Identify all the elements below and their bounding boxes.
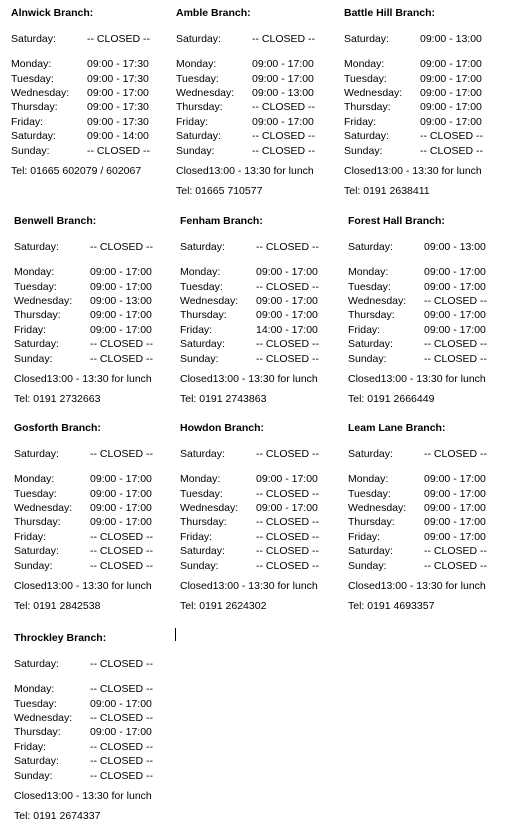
day-label: Saturday: (14, 241, 59, 253)
opening-hours: -- CLOSED -- (90, 448, 153, 460)
day-label: Wednesday: (348, 294, 407, 307)
day-label: Saturday: (14, 448, 59, 460)
telephone-number: Tel: 0191 2674337 (14, 809, 101, 822)
hours-row (348, 323, 513, 337)
day-label: Friday: (11, 115, 44, 128)
day-label: Wednesday: (11, 86, 70, 99)
hours-row (14, 657, 179, 671)
hours-row (348, 447, 513, 461)
spacer (14, 461, 179, 472)
branch-block-fenham-branch (180, 215, 345, 406)
day-label: Saturday: (14, 338, 59, 351)
day-label: Thursday: (348, 309, 395, 322)
opening-hours: -- CLOSED -- (256, 487, 319, 500)
day-label: Monday: (344, 58, 385, 71)
opening-hours: 09:00 - 13:00 (424, 241, 486, 253)
spacer (180, 461, 345, 472)
opening-hours: 09:00 - 17:00 (424, 323, 486, 336)
branch-block-benwell-branch (14, 215, 179, 406)
day-label: Monday: (348, 473, 389, 486)
lunch-closure-note: Closed13:00 - 13:30 for lunch (14, 579, 152, 592)
opening-hours: 09:00 - 17:00 (252, 58, 314, 71)
hours-row (14, 240, 179, 254)
opening-hours: 09:00 - 17:00 (424, 266, 486, 279)
opening-hours: 09:00 - 17:30 (87, 115, 149, 128)
spacer (14, 254, 179, 265)
telephone-number: Tel: 0191 2743863 (180, 392, 267, 405)
lunch-closure-note: Closed13:00 - 13:30 for lunch (180, 372, 318, 385)
day-label: Wednesday: (176, 86, 235, 99)
spacer (176, 46, 341, 57)
day-label: Thursday: (180, 309, 227, 322)
day-label: Thursday: (348, 516, 395, 529)
opening-hours: 09:00 - 17:30 (87, 72, 149, 85)
hours-row (348, 308, 513, 322)
branch-block-forest-hall-branch (348, 215, 513, 406)
opening-hours: -- CLOSED -- (90, 740, 153, 753)
opening-hours: -- CLOSED -- (256, 338, 319, 351)
telephone-number: Tel: 0191 2732663 (14, 392, 101, 405)
opening-hours: 09:00 - 17:00 (420, 86, 482, 99)
opening-hours: 09:00 - 17:30 (87, 101, 149, 114)
day-label: Monday: (14, 683, 55, 696)
branch-block-battle-hill-branch (344, 7, 509, 198)
hours-row (348, 294, 513, 308)
branch-title: Fenham Branch: (180, 215, 263, 227)
telephone-number: Tel: 0191 2638411 (344, 184, 430, 197)
day-label: Friday: (180, 323, 213, 336)
day-label: Tuesday: (176, 72, 219, 85)
day-label: Tuesday: (344, 72, 387, 85)
branch-title: Benwell Branch: (14, 215, 97, 227)
day-label: Sunday: (14, 352, 53, 365)
hours-row (348, 530, 513, 544)
hours-row (176, 144, 341, 158)
day-label: Friday: (14, 323, 47, 336)
hours-row (180, 515, 345, 529)
lunch-closure-note: Closed13:00 - 13:30 for lunch (176, 164, 314, 177)
day-label: Tuesday: (14, 697, 57, 710)
opening-hours: 09:00 - 17:00 (90, 487, 152, 500)
branch-block-leam-lane-branch (348, 422, 513, 613)
branch-title: Alnwick Branch: (11, 7, 94, 19)
day-label: Tuesday: (14, 487, 57, 500)
opening-hours: -- CLOSED -- (90, 658, 153, 670)
day-label: Saturday: (14, 658, 59, 670)
hours-row (176, 100, 341, 114)
hours-row (180, 487, 345, 501)
spacer (348, 254, 513, 265)
opening-hours: 09:00 - 17:00 (90, 266, 152, 279)
day-label: Sunday: (14, 769, 53, 782)
day-label: Saturday: (176, 130, 221, 143)
telephone-number: Tel: 0191 2666449 (348, 392, 435, 405)
opening-hours: -- CLOSED -- (90, 683, 153, 696)
lunch-closure-note: Closed13:00 - 13:30 for lunch (14, 372, 152, 385)
hours-row (180, 280, 345, 294)
day-label: Friday: (180, 530, 213, 543)
day-label: Wednesday: (348, 501, 407, 514)
opening-hours: -- CLOSED -- (256, 516, 319, 529)
opening-hours: 09:00 - 17:00 (252, 72, 314, 85)
day-label: Monday: (180, 473, 221, 486)
branch-block-throckley-branch (14, 632, 179, 823)
opening-hours: -- CLOSED -- (424, 559, 487, 572)
branch-title: Throckley Branch: (14, 632, 107, 644)
hours-row (348, 501, 513, 515)
day-label: Wednesday: (180, 501, 239, 514)
opening-hours: 09:00 - 17:00 (90, 501, 152, 514)
hours-row (11, 115, 176, 129)
opening-hours: -- CLOSED -- (252, 101, 315, 114)
branch-title: Forest Hall Branch: (348, 215, 445, 227)
hours-row (180, 323, 345, 337)
branch-block-alnwick-branch (11, 7, 176, 178)
opening-hours: -- CLOSED -- (90, 559, 153, 572)
hours-row (344, 57, 509, 71)
opening-hours: 09:00 - 17:00 (256, 501, 318, 514)
day-label: Sunday: (344, 144, 383, 157)
hours-row (180, 308, 345, 322)
opening-hours: 09:00 - 17:00 (256, 309, 318, 322)
hours-row (14, 265, 179, 279)
opening-hours: 09:00 - 17:00 (424, 473, 486, 486)
opening-hours: 09:00 - 17:00 (256, 294, 318, 307)
opening-hours: 09:00 - 17:00 (420, 72, 482, 85)
day-label: Sunday: (180, 352, 219, 365)
lunch-closure-note: Closed13:00 - 13:30 for lunch (348, 372, 486, 385)
hours-row (180, 337, 345, 351)
telephone-number: Tel: 0191 2624302 (180, 599, 267, 612)
opening-hours: 09:00 - 17:00 (420, 115, 482, 128)
hours-row (176, 86, 341, 100)
day-label: Saturday: (11, 130, 56, 143)
day-label: Monday: (14, 473, 55, 486)
day-label: Friday: (348, 530, 381, 543)
hours-row (348, 515, 513, 529)
hours-row (14, 530, 179, 544)
hours-row (11, 129, 176, 143)
branch-title: Howdon Branch: (180, 422, 264, 434)
hours-row (344, 32, 509, 46)
day-label: Tuesday: (11, 72, 54, 85)
hours-row (14, 501, 179, 515)
opening-hours: -- CLOSED -- (424, 294, 487, 307)
day-label: Thursday: (176, 101, 223, 114)
spacer (11, 46, 176, 57)
day-label: Friday: (176, 115, 209, 128)
opening-hours: 09:00 - 17:00 (90, 309, 152, 322)
hours-row (348, 559, 513, 573)
opening-hours: 09:00 - 17:00 (424, 280, 486, 293)
opening-hours: -- CLOSED -- (424, 448, 487, 460)
hours-row (14, 294, 179, 308)
opening-hours: -- CLOSED -- (252, 144, 315, 157)
opening-hours: 09:00 - 17:30 (87, 58, 149, 71)
hours-row (14, 447, 179, 461)
hours-row (14, 769, 179, 783)
hours-row (348, 472, 513, 486)
opening-hours: 09:00 - 17:00 (256, 473, 318, 486)
day-label: Monday: (11, 58, 52, 71)
hours-row (348, 337, 513, 351)
day-label: Wednesday: (14, 711, 73, 724)
hours-row (176, 32, 341, 46)
hours-row (344, 72, 509, 86)
day-label: Saturday: (344, 130, 389, 143)
day-label: Thursday: (344, 101, 391, 114)
day-label: Friday: (348, 323, 381, 336)
day-label: Saturday: (180, 338, 225, 351)
hours-row (180, 447, 345, 461)
hours-row (344, 100, 509, 114)
hours-row (14, 544, 179, 558)
opening-hours: 09:00 - 17:00 (256, 266, 318, 279)
hours-row (180, 265, 345, 279)
day-label: Tuesday: (180, 487, 223, 500)
day-label: Saturday: (180, 241, 225, 253)
hours-row (180, 559, 345, 573)
opening-hours: 09:00 - 17:00 (90, 516, 152, 529)
day-label: Friday: (14, 740, 47, 753)
opening-hours: -- CLOSED -- (87, 33, 150, 45)
opening-hours: -- CLOSED -- (420, 130, 483, 143)
opening-hours: 09:00 - 17:00 (90, 280, 152, 293)
hours-row (14, 711, 179, 725)
opening-hours: -- CLOSED -- (90, 755, 153, 768)
day-label: Monday: (348, 266, 389, 279)
hours-row (14, 308, 179, 322)
opening-hours: 09:00 - 17:00 (87, 86, 149, 99)
opening-hours: -- CLOSED -- (256, 545, 319, 558)
day-label: Thursday: (14, 726, 61, 739)
lunch-closure-note: Closed13:00 - 13:30 for lunch (348, 579, 486, 592)
hours-row (11, 86, 176, 100)
branch-title: Leam Lane Branch: (348, 422, 446, 434)
telephone-number: Tel: 01665 710577 (176, 184, 263, 197)
hours-row (344, 86, 509, 100)
hours-row (344, 129, 509, 143)
hours-row (180, 352, 345, 366)
day-label: Saturday: (14, 755, 59, 768)
day-label: Tuesday: (180, 280, 223, 293)
opening-hours: -- CLOSED -- (87, 144, 150, 157)
day-label: Sunday: (176, 144, 215, 157)
opening-hours: -- CLOSED -- (90, 530, 153, 543)
day-label: Sunday: (348, 352, 387, 365)
opening-hours: -- CLOSED -- (424, 545, 487, 558)
hours-row (180, 501, 345, 515)
telephone-number: Tel: 0191 4693357 (348, 599, 435, 612)
hours-row (14, 515, 179, 529)
day-label: Wednesday: (180, 294, 239, 307)
opening-hours: 09:00 - 17:00 (420, 58, 482, 71)
branch-title: Battle Hill Branch: (344, 7, 436, 19)
opening-hours: -- CLOSED -- (252, 33, 315, 45)
opening-hours: -- CLOSED -- (90, 352, 153, 365)
day-label: Thursday: (14, 309, 61, 322)
opening-hours: -- CLOSED -- (256, 280, 319, 293)
hours-row (180, 544, 345, 558)
telephone-number: Tel: 01665 602079 / 602067 (11, 164, 142, 177)
opening-hours: 14:00 - 17:00 (256, 323, 318, 336)
hours-row (348, 352, 513, 366)
opening-hours: 09:00 - 17:00 (424, 501, 486, 514)
hours-row (180, 294, 345, 308)
hours-row (180, 472, 345, 486)
hours-row (14, 487, 179, 501)
day-label: Friday: (14, 530, 47, 543)
opening-hours: 09:00 - 17:00 (90, 697, 152, 710)
opening-hours: 09:00 - 14:00 (87, 130, 149, 143)
opening-hours: -- CLOSED -- (90, 769, 153, 782)
branch-block-howdon-branch (180, 422, 345, 613)
hours-row (14, 754, 179, 768)
hours-row (14, 352, 179, 366)
day-label: Saturday: (180, 545, 225, 558)
opening-hours: 09:00 - 17:00 (424, 530, 486, 543)
day-label: Saturday: (348, 545, 393, 558)
branch-title: Gosforth Branch: (14, 422, 101, 434)
hours-row (180, 240, 345, 254)
spacer (344, 46, 509, 57)
lunch-closure-note: Closed13:00 - 13:30 for lunch (180, 579, 318, 592)
hours-row (348, 544, 513, 558)
branch-block-amble-branch (176, 7, 341, 198)
day-label: Monday: (14, 266, 55, 279)
hours-row (14, 559, 179, 573)
opening-hours: -- CLOSED -- (90, 338, 153, 351)
day-label: Thursday: (180, 516, 227, 529)
hours-row (11, 72, 176, 86)
opening-hours: -- CLOSED -- (256, 530, 319, 543)
opening-hours: -- CLOSED -- (90, 545, 153, 558)
hours-row (180, 530, 345, 544)
day-label: Tuesday: (348, 487, 391, 500)
branch-title: Amble Branch: (176, 7, 251, 19)
opening-hours: -- CLOSED -- (420, 144, 483, 157)
day-label: Monday: (176, 58, 217, 71)
hours-row (14, 280, 179, 294)
hours-row (14, 740, 179, 754)
day-label: Saturday: (344, 33, 389, 45)
hours-row (14, 725, 179, 739)
day-label: Saturday: (180, 448, 225, 460)
opening-hours: 09:00 - 13:00 (90, 294, 152, 307)
day-label: Saturday: (348, 241, 393, 253)
opening-hours: -- CLOSED -- (256, 241, 319, 253)
day-label: Friday: (344, 115, 377, 128)
hours-row (176, 57, 341, 71)
day-label: Sunday: (348, 559, 387, 572)
day-label: Wednesday: (14, 294, 73, 307)
opening-hours: -- CLOSED -- (256, 448, 319, 460)
day-label: Saturday: (11, 33, 56, 45)
hours-row (176, 72, 341, 86)
opening-hours: -- CLOSED -- (424, 338, 487, 351)
opening-hours: 09:00 - 17:00 (420, 101, 482, 114)
hours-row (11, 144, 176, 158)
opening-hours: 09:00 - 17:00 (424, 516, 486, 529)
day-label: Sunday: (180, 559, 219, 572)
hours-row (344, 115, 509, 129)
opening-hours: 09:00 - 13:00 (252, 86, 314, 99)
spacer (14, 671, 179, 682)
day-label: Saturday: (348, 338, 393, 351)
hours-row (11, 100, 176, 114)
spacer (348, 461, 513, 472)
hours-row (348, 240, 513, 254)
hours-row (11, 57, 176, 71)
hours-row (176, 115, 341, 129)
day-label: Wednesday: (14, 501, 73, 514)
opening-hours: 09:00 - 13:00 (420, 33, 482, 45)
day-label: Monday: (180, 266, 221, 279)
opening-hours: 09:00 - 17:00 (424, 487, 486, 500)
day-label: Tuesday: (14, 280, 57, 293)
hours-row (176, 129, 341, 143)
hours-row (348, 487, 513, 501)
opening-hours: 09:00 - 17:00 (90, 323, 152, 336)
day-label: Wednesday: (344, 86, 403, 99)
opening-hours: -- CLOSED -- (256, 352, 319, 365)
opening-hours: 09:00 - 17:00 (90, 473, 152, 486)
spacer (180, 254, 345, 265)
day-label: Thursday: (14, 516, 61, 529)
day-label: Saturday: (348, 448, 393, 460)
hours-row (14, 682, 179, 696)
telephone-number: Tel: 0191 2842538 (14, 599, 101, 612)
opening-hours: -- CLOSED -- (90, 241, 153, 253)
opening-hours: -- CLOSED -- (424, 352, 487, 365)
hours-row (11, 32, 176, 46)
opening-hours: 09:00 - 17:00 (252, 115, 314, 128)
hours-row (14, 323, 179, 337)
hours-row (348, 280, 513, 294)
hours-row (14, 337, 179, 351)
opening-hours: -- CLOSED -- (252, 130, 315, 143)
hours-row (14, 697, 179, 711)
opening-hours: 09:00 - 17:00 (90, 726, 152, 739)
hours-row (344, 144, 509, 158)
opening-hours: -- CLOSED -- (90, 711, 153, 724)
day-label: Saturday: (176, 33, 221, 45)
hours-row (14, 472, 179, 486)
day-label: Tuesday: (348, 280, 391, 293)
day-label: Thursday: (11, 101, 58, 114)
opening-hours: 09:00 - 17:00 (424, 309, 486, 322)
day-label: Sunday: (14, 559, 53, 572)
lunch-closure-note: Closed13:00 - 13:30 for lunch (344, 164, 482, 177)
hours-row (348, 265, 513, 279)
day-label: Saturday: (14, 545, 59, 558)
text-cursor (175, 628, 176, 641)
lunch-closure-note: Closed13:00 - 13:30 for lunch (14, 789, 152, 802)
branch-block-gosforth-branch (14, 422, 179, 613)
day-label: Sunday: (11, 144, 50, 157)
opening-hours: -- CLOSED -- (256, 559, 319, 572)
